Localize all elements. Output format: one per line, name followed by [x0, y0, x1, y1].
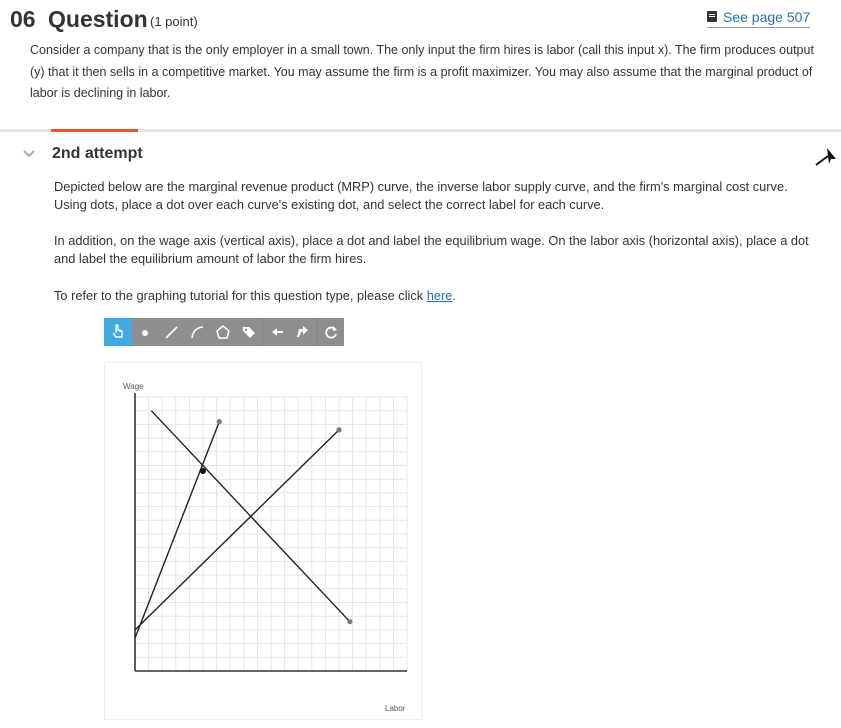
graph-canvas[interactable] [105, 363, 423, 721]
tutorial-prefix: To refer to the graphing tutorial for this question type, please click [54, 288, 427, 303]
redo-button[interactable] [290, 318, 316, 346]
curve-inverse-labor-supply [135, 430, 339, 630]
x-axis-label: Labor [385, 704, 406, 713]
curve-tool-button[interactable] [184, 318, 210, 346]
point-mrp-endpoint [347, 619, 352, 624]
hand-pointer-icon [110, 324, 126, 340]
graph-panel[interactable] [104, 362, 422, 720]
tutorial-line [54, 287, 814, 305]
question-word: Question [48, 6, 148, 32]
line-icon [163, 324, 179, 340]
line-tool-button[interactable] [158, 318, 184, 346]
polygon-icon [215, 324, 231, 340]
reset-button[interactable] [318, 318, 344, 346]
graph-toolbar [104, 318, 344, 346]
refresh-icon [323, 324, 339, 340]
label-tool-button[interactable] [236, 318, 262, 346]
tag-icon [241, 324, 257, 340]
hand-tool-button[interactable] [104, 318, 132, 346]
book-icon [707, 11, 717, 22]
curve-icon [189, 324, 205, 340]
question-stem: Consider a company that is the only employer in a small town. The only input the firm hires is labor (call this input x). The firm produces output (y) that it then sells in a competitive market. You may assume the firm is a profit maximizer. You may also assume that the marginal product of labor is declining in labor. [30, 43, 814, 100]
curve-marginal-cost [135, 422, 219, 638]
point-supply-endpoint [336, 427, 341, 432]
point-mrp-mc-intersection [200, 468, 206, 474]
instructions-paragraph-1: Depicted below are the marginal revenue product (MRP) curve, the inverse labor supply curve, and the firm's marginal cost curve. Using dots, place a dot over each curve's existing dot, and select the correct label for each curve. [54, 179, 788, 212]
dot-tool-button[interactable] [132, 318, 158, 346]
y-axis-label: Wage [123, 382, 144, 391]
tutorial-link[interactable]: here [426, 288, 453, 303]
attempt-title: 2nd attempt [52, 145, 143, 162]
tutorial-suffix: . [452, 288, 456, 303]
see-page-link[interactable] [707, 6, 810, 28]
dot-icon [137, 324, 153, 340]
instructions-paragraph-2: In addition, on the wage axis (vertical axis), place a dot and label the equilibrium wage. On the labor axis (horizontal axis), place a dot and label the equilibrium amount of labor the firm hires. [54, 233, 809, 266]
question-number: 06 [10, 6, 36, 32]
see-page-label[interactable]: See page 507 [723, 8, 811, 25]
question-points: (1 point) [150, 14, 198, 29]
undo-button[interactable] [264, 318, 290, 346]
polygon-tool-button[interactable] [210, 318, 236, 346]
redo-icon [295, 324, 311, 340]
undo-icon [269, 324, 285, 340]
point-mc-endpoint [217, 419, 222, 424]
question-header [10, 6, 830, 36]
pin-icon[interactable] [814, 146, 838, 166]
chevron-down-icon[interactable] [22, 148, 36, 160]
attempt-tab-indicator [51, 129, 138, 132]
